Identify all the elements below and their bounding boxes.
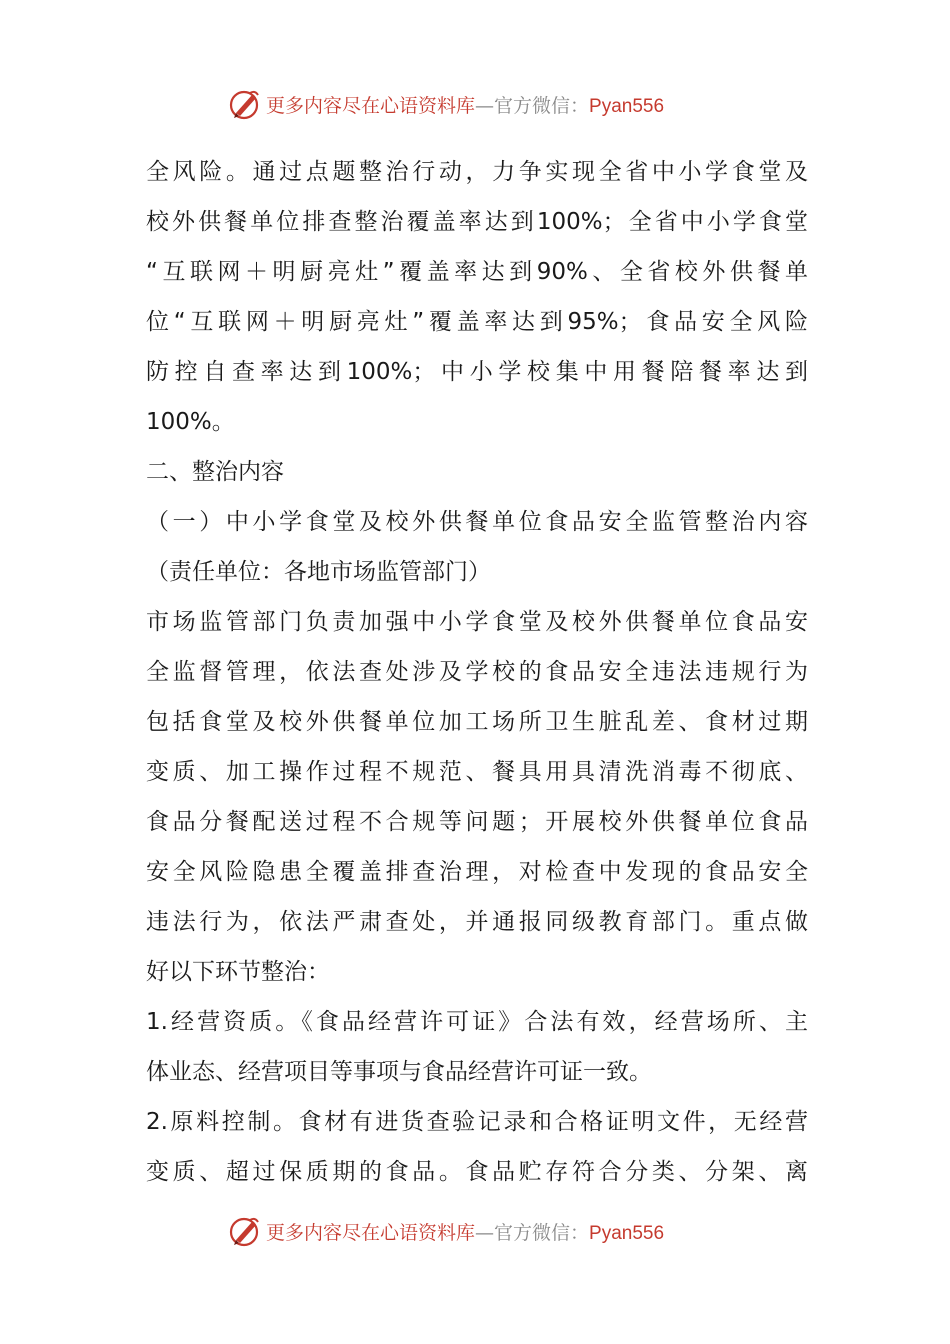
watermark-dash: —: [475, 94, 495, 117]
text-line: 违法行为，依法严肃查处，并通报同级教育部门。重点做: [146, 909, 808, 935]
text-line: （责任单位：各地市场监管部门）: [146, 559, 491, 585]
text-line: 校外供餐单位排查整治覆盖率达到100%；全省中小学食堂: [146, 209, 808, 235]
watermark-sub: 官方微信：: [494, 1221, 590, 1244]
text-line: （一）中小学食堂及校外供餐单位食品安全监管整治内容: [146, 509, 808, 535]
document-body: [146, 147, 808, 1197]
text-line: 变质、超过保质期的食品。食品贮存符合分类、分架、离: [146, 1159, 808, 1185]
watermark-sub: 官方微信：: [494, 94, 590, 117]
text-line: 100%。: [146, 409, 235, 435]
footer-watermark: [228, 1213, 748, 1249]
watermark-main: 更多内容尽在心语资料库: [266, 1221, 476, 1244]
pen-logo-icon: [228, 87, 262, 121]
watermark-main: 更多内容尽在心语资料库: [266, 94, 476, 117]
watermark-id: Pyan556: [589, 1222, 665, 1244]
text-line: 安全风险隐患全覆盖排查治理，对检查中发现的食品安全: [146, 859, 808, 885]
watermark-dash: —: [475, 1221, 495, 1244]
header-watermark: [228, 86, 748, 122]
pen-logo-icon: [228, 1214, 262, 1248]
text-line: 变质、加工操作过程不规范、餐具用具清洗消毒不彻底、: [146, 759, 808, 785]
watermark-id: Pyan556: [589, 95, 665, 117]
text-line: “互联网＋明厨亮灶”覆盖率达到90%、全省校外供餐单: [146, 259, 808, 285]
text-line: 好以下环节整治：: [146, 959, 330, 985]
text-line: 全风险。通过点题整治行动，力争实现全省中小学食堂及: [146, 159, 808, 185]
text-line: 1.经营资质。《食品经营许可证》合法有效，经营场所、主: [146, 1009, 808, 1035]
text-line: 2.原料控制。食材有进货查验记录和合格证明文件，无经营: [146, 1109, 808, 1135]
text-line: 位“互联网＋明厨亮灶”覆盖率达到95%；食品安全风险: [146, 309, 808, 335]
text-line: 包括食堂及校外供餐单位加工场所卫生脏乱差、食材过期: [146, 709, 808, 735]
text-line: 体业态、经营项目等事项与食品经营许可证一致。: [146, 1059, 652, 1085]
text-line: 食品分餐配送过程不合规等问题；开展校外供餐单位食品: [146, 809, 808, 835]
text-line: 二、整治内容: [146, 459, 284, 485]
watermark-text: [266, 1218, 664, 1245]
text-line: 市场监管部门负责加强中小学食堂及校外供餐单位食品安: [146, 609, 808, 635]
watermark-text: [266, 91, 664, 118]
text-line: 防控自查率达到100%；中小学校集中用餐陪餐率达到: [146, 359, 808, 385]
text-line: 全监督管理，依法查处涉及学校的食品安全违法违规行为: [146, 659, 808, 685]
